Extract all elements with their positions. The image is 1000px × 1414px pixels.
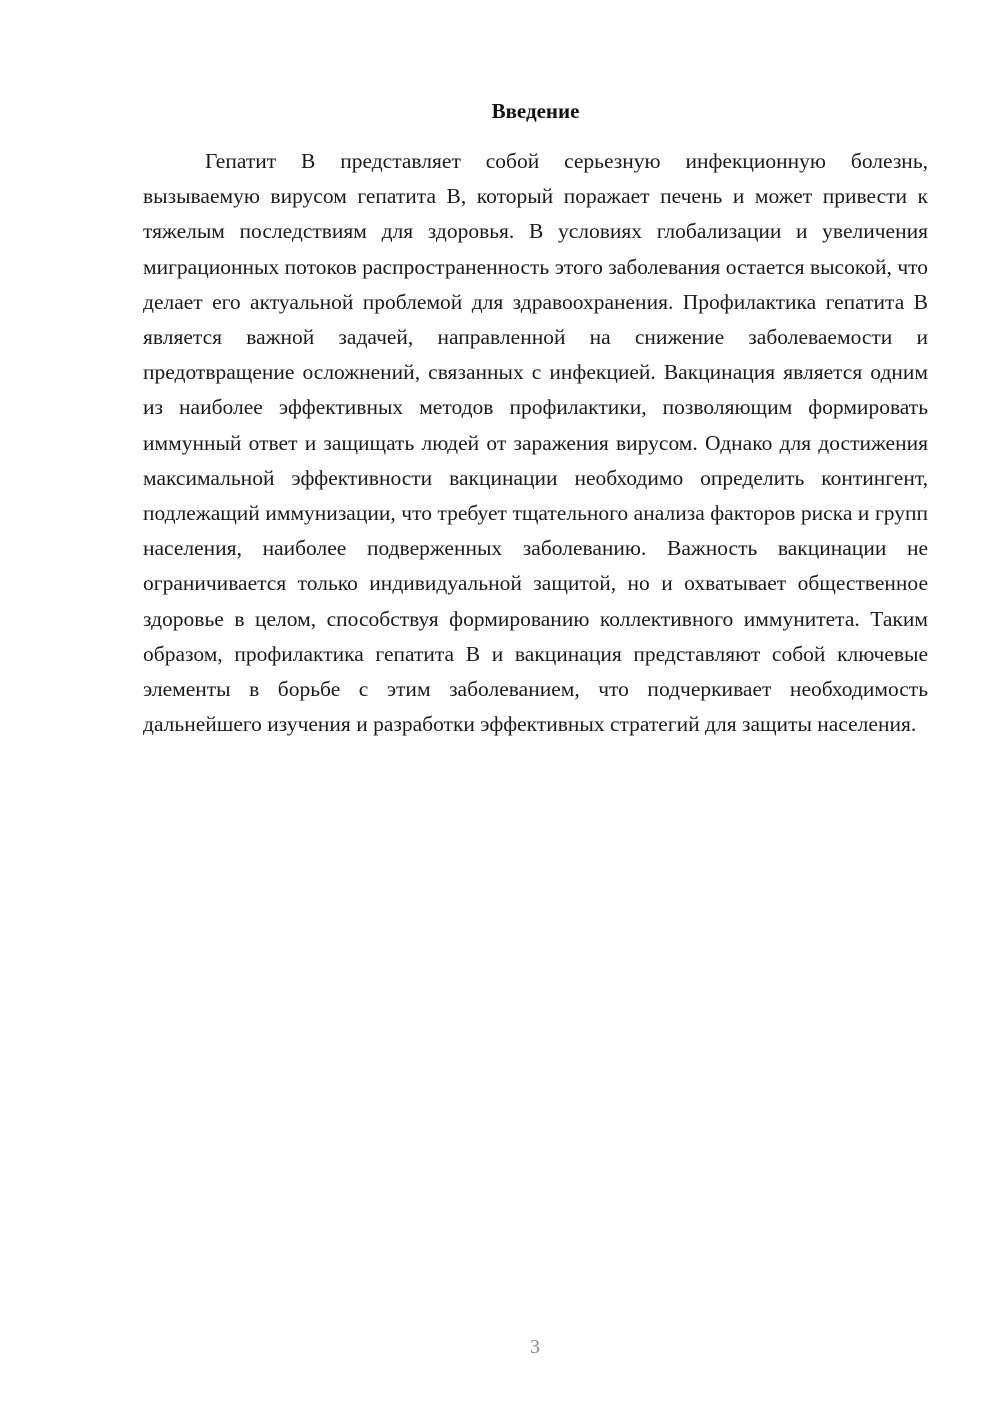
page-number: 3 (530, 1336, 540, 1358)
section-heading: Введение (491, 99, 580, 123)
introduction-paragraph: Гепатит B представляет собой серьезную инфекционную болезнь, вызываемую вирусом гепатита B, который поражает печень и может привести к тяжелым последствиям для здоровья. В условиях глобализации и увеличения миграционных потоков распространенность этого заболевания остается высокой, что делает его актуальной проблемой для здравоохранения. Профилактика гепатита B является важной задачей, направленной на снижение заболеваемости и предотвращение осложнений, связанных с инфекцией. Вакцинация является одним из наиболее эффективных методов профилактики, позволяющим формировать иммунный ответ и защищать людей от заражения вирусом. Однако для достижения максимальной эффективности вакцинации необходимо определить контингент, подлежащий иммунизации, что требует тщательного анализа факторов риска и групп населения, наиболее подверженных заболеванию. Важность вакцинации не ограничивается только индивидуальной защитой, но и охватывает общественное здоровье в целом, способствуя формированию коллективного иммунитета. Таким образом, профилактика гепатита B и вакцинация представляют собой ключевые элементы в борьбе с этим заболеванием, что подчеркивает необходимость дальнейшего изучения и разработки эффективных стратегий для защиты населения. (143, 149, 928, 737)
